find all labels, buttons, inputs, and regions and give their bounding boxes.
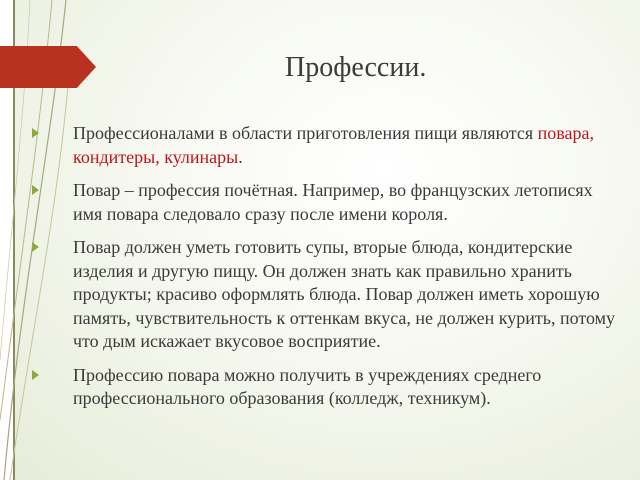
bullet-text: Повар – профессия почётная. Например, во французских летописях имя повара следовало сразу после имени короля. (73, 180, 593, 224)
bullet-text-end: . (238, 146, 243, 167)
bullet-list (30, 122, 618, 421)
bullet-text: Профессионалами в области приготовления пищи являются (73, 123, 538, 143)
bullet-arrow-icon (32, 128, 39, 138)
bullet-text: Профессию повара можно получить в учреждениях среднего профессионального образования (колледж, техникум). (73, 364, 542, 408)
bullet-item-honor (30, 179, 618, 226)
bullet-item-skills (30, 236, 618, 354)
bullet-text: Повар должен уметь готовить супы, вторые блюда, кондитерские изделия и другую пищу. Он должен знать как правильно хранить продукты; красиво оформлять блюда. Повар должен иметь хорошую память, чувствительность к оттенкам вкуса, не должен курить, потому что дым искажает вкусовое восприятие. (73, 237, 616, 351)
bullet-item-education (30, 364, 618, 411)
title-accent-arrow (0, 46, 96, 88)
bullet-arrow-icon (32, 242, 39, 252)
bullet-arrow-icon (32, 370, 39, 380)
bullet-arrow-icon (32, 185, 39, 195)
highlighted-professions: повара, кондитеры, кулинары (73, 123, 595, 167)
bullet-item-chefs (30, 122, 618, 169)
slide-title: Профессии. (285, 52, 427, 83)
